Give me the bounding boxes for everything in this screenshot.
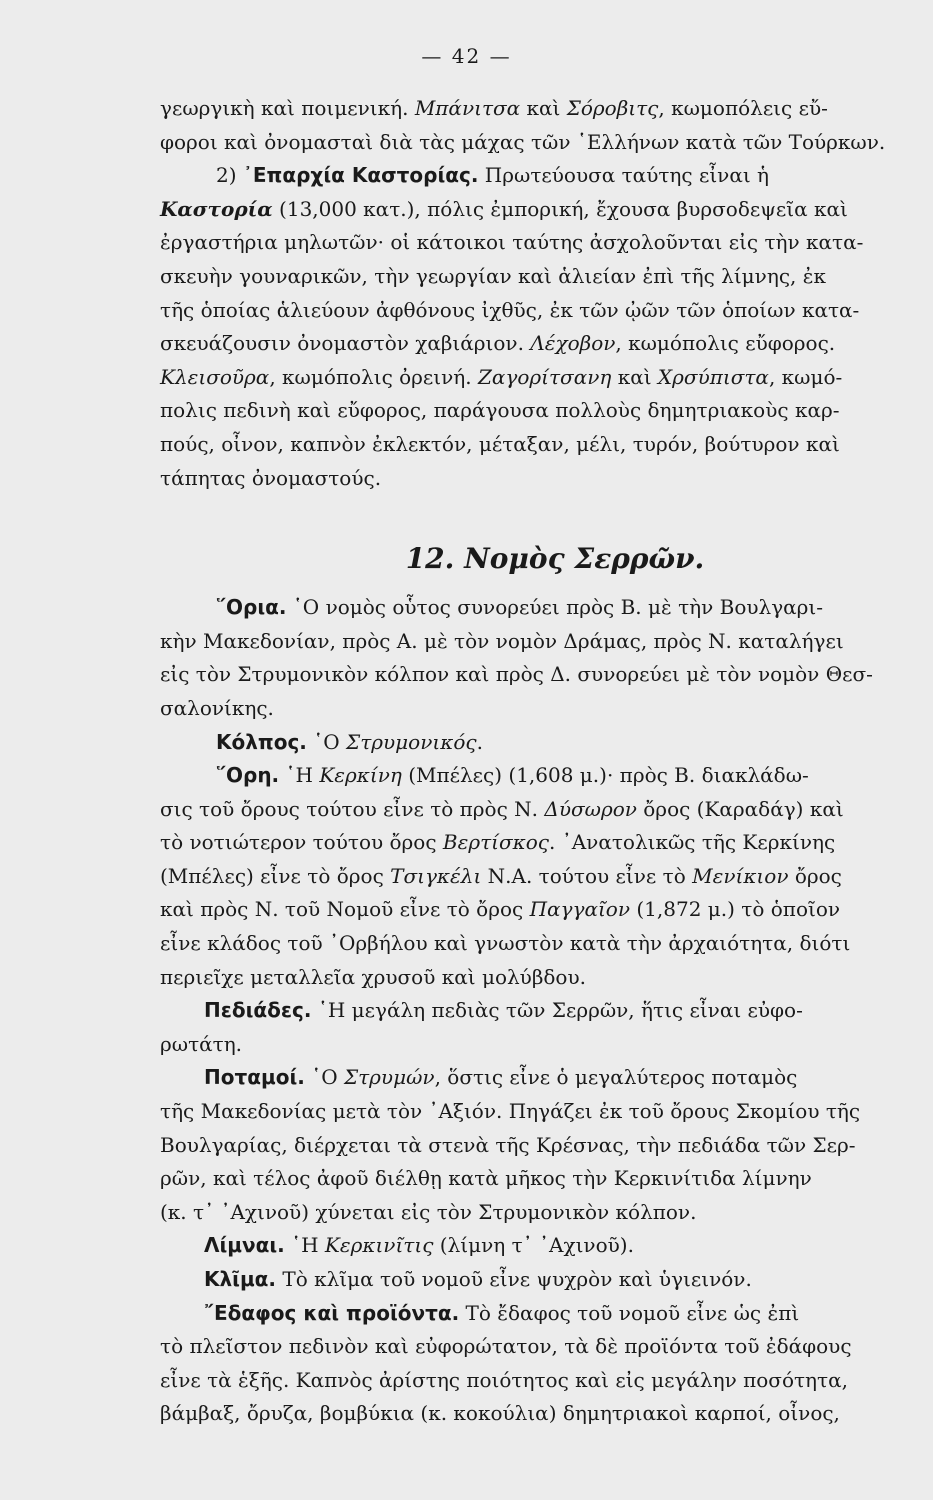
text-run: 2) <box>216 163 243 188</box>
text-line <box>160 893 920 927</box>
subsection-label: Κόλπος. <box>216 729 307 754</box>
text-line <box>160 1364 920 1398</box>
subsection-label: ῞Ορη. <box>216 763 280 788</box>
text-run: ῾Η <box>284 1233 325 1258</box>
subsection-label: Ποταμοί. <box>204 1065 305 1090</box>
text-line <box>160 159 920 193</box>
text-run: ἐργαστήρια μηλωτῶν· οἱ κάτοικοι ταύτης ἀσχολοῦνται εἰς τὴν κατα- <box>160 230 864 255</box>
text-run: (κ. τ᾽ ᾽Αχινοῦ) χύνεται εἰς τὸν Στρυμονικὸν κόλπον. <box>160 1199 697 1224</box>
subsection-label: Πεδιάδες. <box>204 998 312 1023</box>
text-run: τῆς Μακεδονίας μετὰ τὸν ᾽Αξιόν. Πηγάζει ἐκ τοῦ ὄρους Σκομίου τῆς <box>160 1099 861 1124</box>
text-run: σκευάζουσιν ὀνομαστὸν χαβιάριον. <box>160 331 531 356</box>
place-name: Ζαγορίτσανη <box>478 364 612 389</box>
text-line <box>160 1330 920 1364</box>
text-run: ῾Ο <box>304 1065 344 1090</box>
text-run: , κωμοπόλεις εὔ- <box>658 96 828 120</box>
page-number: — 42 — <box>421 44 512 68</box>
text-line <box>160 625 920 659</box>
text-run: κὴν Μακεδονίαν, πρὸς Α. μὲ τὸν νομὸν Δράμας, πρὸς Ν. καταλήγει <box>160 628 844 653</box>
text-run: πούς, οἶνον, καπνὸν ἐκλεκτόν, μέταξαν, μέλι, τυρόν, βούτυρον καὶ <box>160 431 840 456</box>
text-run: ῾Ο <box>306 729 347 754</box>
text-line <box>160 361 920 395</box>
text-run: τάπητας ὀνομαστούς. <box>160 465 382 490</box>
text-line <box>160 226 920 260</box>
text-run: (13,000 κατ.), πόλις ἐμπορική, ἔχουσα βυρσοδεψεῖα καὶ <box>272 196 848 221</box>
text-run: , κωμό- <box>768 364 843 389</box>
text-run: ῾Ο νομὸς οὗτος συνορεύει πρὸς Β. μὲ τὴν Βουλγαρι- <box>286 595 824 620</box>
text-line <box>160 961 920 995</box>
text-line <box>160 394 920 428</box>
text-run: (Μπέλες) (1,608 μ.)· πρὸς Β. διακλάδω- <box>401 763 809 788</box>
text-run: (1,872 μ.) τὸ ὁποῖον <box>630 897 841 922</box>
place-name: Χρσύπιστα <box>657 364 769 389</box>
text-line <box>160 327 920 361</box>
text-line <box>160 1229 920 1263</box>
place-name: Κερκινῖτις <box>324 1233 434 1258</box>
text-line <box>160 759 920 793</box>
text-run: τὸ πλεῖστον πεδινὸν καὶ εὐφορώτατον, τὰ δὲ προϊόντα τοῦ ἐδάφους <box>160 1334 852 1359</box>
text-run: , κωμόπολις ὀρεινή. <box>269 364 478 389</box>
text-line <box>160 726 920 760</box>
text-run: Τὸ κλῖμα τοῦ νομοῦ εἶνε ψυχρὸν καὶ ὑγιεινόν. <box>276 1267 752 1291</box>
text-run: φοροι καὶ ὀνομασταὶ διὰ τὰς μάχας τῶν ῾Ελλήνων κατὰ τῶν Τούρκων. <box>160 129 886 154</box>
text-run: περιεῖχε μεταλλεῖα χρυσοῦ καὶ μολύβδου. <box>160 964 586 989</box>
subsection-label: ῎Εδαφος καὶ προϊόντα. <box>204 1300 460 1325</box>
place-name: Στρυμών <box>343 1065 435 1090</box>
place-name: Τσιγκέλι <box>390 863 482 888</box>
text-run: , κωμόπολις εὔφορος. <box>615 331 836 356</box>
text-line <box>160 126 920 160</box>
text-run: καὶ <box>520 96 567 120</box>
text-run: Τὸ ἔδαφος τοῦ νομοῦ εἶνε ὡς ἐπὶ <box>459 1300 800 1325</box>
place-name: Παγγαῖον <box>529 897 630 922</box>
place-name: Καστορία <box>160 196 273 221</box>
text-line <box>160 927 920 961</box>
text-line <box>160 260 920 294</box>
text-line <box>160 1397 920 1431</box>
text-line <box>160 294 920 328</box>
text-run: βάμβαξ, ὄρυζα, βομβύκια (κ. κοκούλια) δημητριακοὶ καρποί, οἶνος, <box>160 1401 840 1426</box>
text-run: Πρωτεύουσα ταύτης εἶναι ἡ <box>478 163 769 188</box>
text-line <box>160 1028 920 1062</box>
text-run: γεωργικὴ καὶ ποιμενική. <box>160 96 415 120</box>
place-name: Βερτίσκος <box>442 830 550 855</box>
text-run: ὄρος <box>788 863 842 888</box>
place-name: Λέχοβον <box>530 331 616 356</box>
text-run: σαλονίκης. <box>160 695 274 720</box>
text-run: πολις πεδινὴ καὶ εὔφορος, παράγουσα πολλοὺς δημητριακοὺς καρ- <box>160 398 840 423</box>
text-run: ὄρος (Καραδάγ) καὶ <box>636 796 844 821</box>
text-line <box>160 591 920 625</box>
text-line <box>160 994 920 1028</box>
subsection-label: Λίμναι. <box>204 1233 285 1258</box>
text-run: τὸ νοτιώτερον τούτου ὄρος <box>160 830 443 855</box>
subsection-label: ᾽Επαρχία Καστορίας. <box>242 163 479 188</box>
text-run: ῾Η <box>279 763 320 788</box>
text-line <box>160 1095 920 1129</box>
text-run: εἰς τὸν Στρυμονικὸν κόλπον καὶ πρὸς Δ. συνορεύει μὲ τὸν νομὸν Θεσ- <box>160 662 873 687</box>
place-name: Μενίκιον <box>692 863 789 888</box>
text-run: Ν.Α. τούτου εἶνε τὸ <box>481 863 693 888</box>
text-run: εἶνε κλάδος τοῦ ᾽Ορβήλου καὶ γνωστὸν κατὰ τὴν ἀρχαιότητα, διότι <box>160 931 851 956</box>
text-line <box>160 462 920 496</box>
place-name: Μπάνιτσα <box>414 96 521 120</box>
text-line <box>160 1129 920 1163</box>
subsection-label: Κλῖμα. <box>204 1267 277 1291</box>
text-run: σκευὴν γουναρικῶν, τὴν γεωργίαν καὶ ἁλιείαν ἐπὶ τῆς λίμνης, ἐκ <box>160 263 826 288</box>
text-line <box>160 1263 920 1297</box>
text-line <box>160 428 920 462</box>
text-run: σις τοῦ ὄρους τούτου εἶνε τὸ πρὸς Ν. <box>160 796 545 821</box>
page-text <box>160 92 920 1431</box>
text-run: , ὅστις εἶνε ὁ μεγαλύτερος ποταμὸς <box>434 1065 798 1090</box>
section-heading: 12. Νομὸς Σερρῶν. <box>405 542 705 576</box>
text-line <box>160 860 920 894</box>
text-line <box>160 193 920 227</box>
text-run: εἶνε τὰ ἑξῆς. Καπνὸς ἀρίστης ποιότητος καὶ εἰς μεγάλην ποσότητα, <box>160 1367 848 1392</box>
text-line <box>160 692 920 726</box>
text-run: καὶ πρὸς Ν. τοῦ Νομοῦ εἶνε τὸ ὄρος <box>160 897 530 922</box>
text-line <box>160 92 920 126</box>
text-line <box>160 826 920 860</box>
place-name: Δύσωρον <box>544 796 637 821</box>
place-name: Σόροβιτς <box>566 96 659 120</box>
text-line <box>160 1196 920 1230</box>
place-name: Στρυμονικός <box>346 729 477 754</box>
subsection-label: ῞Ορια. <box>216 595 287 620</box>
text-run: . <box>476 729 483 754</box>
text-run: ρωτάτη. <box>160 1031 243 1056</box>
text-run: ῾Η μεγάλη πεδιὰς τῶν Σερρῶν, ἥτις εἶναι εὐφο- <box>311 998 803 1023</box>
text-run: (λίμνη τ᾽ ᾽Αχινοῦ). <box>433 1233 634 1258</box>
text-line <box>160 1061 920 1095</box>
text-run: . ᾽Ανατολικῶς τῆς Κερκίνης <box>549 830 836 855</box>
place-name: Κερκίνη <box>319 763 402 788</box>
text-run: ρῶν, καὶ τέλος ἀφοῦ διέλθῃ κατὰ μῆκος τὴν Κερκινίτιδα λίμνην <box>160 1166 812 1191</box>
place-name: Κλεισοῦρα <box>160 364 270 389</box>
text-line <box>160 1162 920 1196</box>
text-line <box>160 1297 920 1331</box>
text-run: καὶ <box>611 364 658 389</box>
text-run: (Μπέλες) εἶνε τὸ ὄρος <box>160 863 391 888</box>
text-run: τῆς ὁποίας ἁλιεύουν ἀφθόνους ἰχθῦς, ἐκ τῶν ᾠῶν τῶν ὁποίων κατα- <box>160 297 860 322</box>
text-line <box>160 793 920 827</box>
text-line <box>160 658 920 692</box>
text-run: Βουλγαρίας, διέρχεται τὰ στενὰ τῆς Κρέσνας, τὴν πεδιάδα τῶν Σερ- <box>160 1132 856 1157</box>
